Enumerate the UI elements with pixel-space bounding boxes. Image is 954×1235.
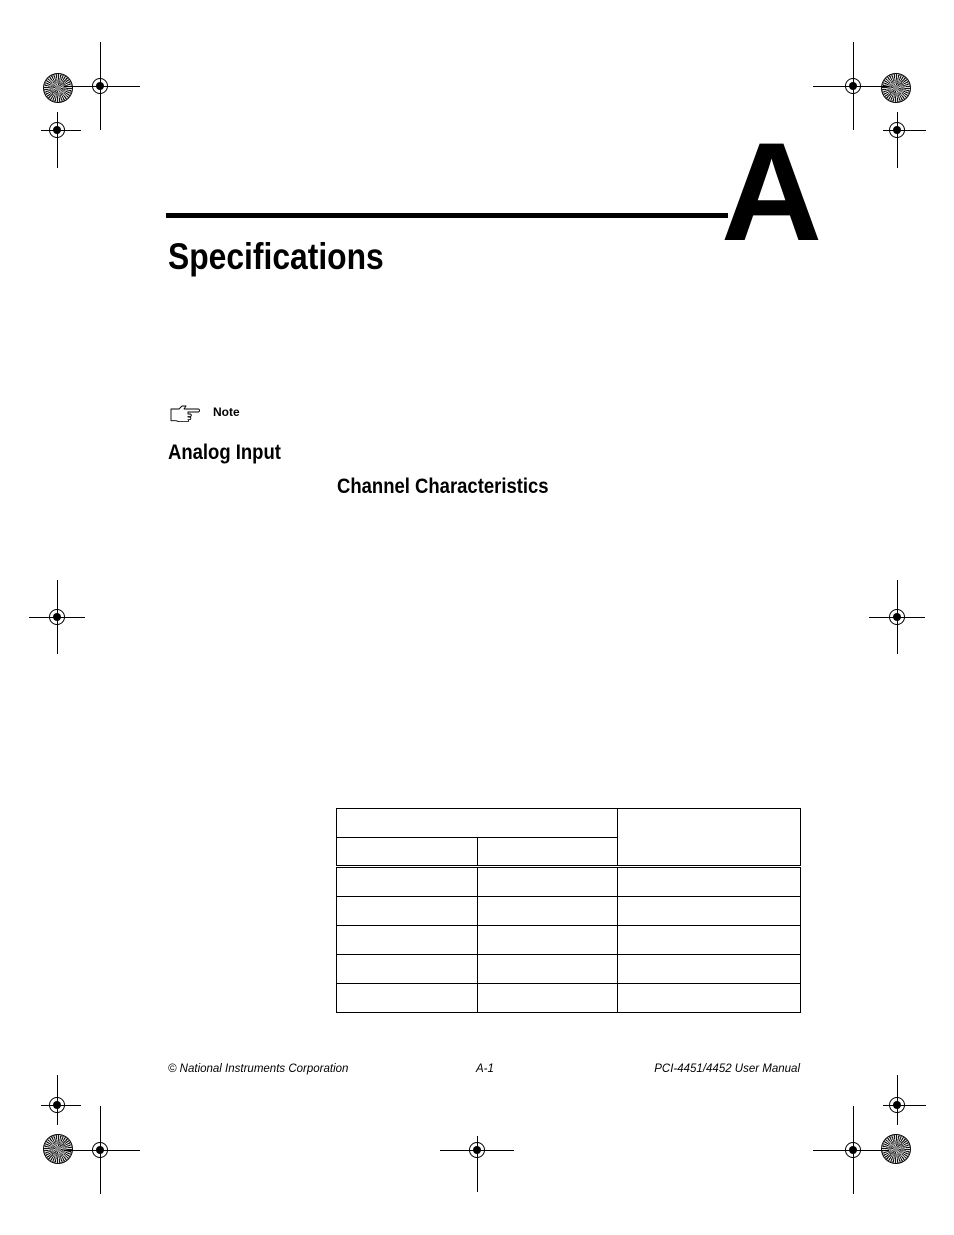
table-cell: [478, 926, 618, 955]
starburst-mark-icon: [44, 74, 72, 102]
table-cell: [478, 897, 618, 926]
table-header-cell: [618, 809, 801, 867]
note-label: Note: [213, 405, 240, 419]
footer-manual-title: PCI-4451/4452 User Manual: [654, 1063, 800, 1075]
table-header-cell: [337, 838, 478, 867]
table-cell: [337, 926, 478, 955]
footer-copyright: © National Instruments Corporation: [168, 1063, 349, 1075]
pointing-hand-icon: [170, 404, 202, 422]
table-row: [337, 867, 801, 897]
chapter-letter: A: [721, 113, 821, 270]
table-cell: [478, 984, 618, 1013]
starburst-mark-icon: [882, 1135, 910, 1163]
table-cell: [618, 867, 801, 897]
table-cell: [618, 926, 801, 955]
table-cell: [478, 955, 618, 984]
table-header-cell: [478, 838, 618, 867]
table-row: [337, 984, 801, 1013]
table-row: [337, 926, 801, 955]
table-row: [337, 955, 801, 984]
table-row: [337, 897, 801, 926]
table-cell: [337, 867, 478, 897]
table-cell: [618, 897, 801, 926]
subsection-heading-channel-characteristics: Channel Characteristics: [337, 475, 549, 498]
chapter-rule: [166, 213, 728, 218]
footer-page-number: A-1: [476, 1063, 494, 1075]
starburst-mark-icon: [882, 74, 910, 102]
table-header-cell: [337, 809, 618, 838]
table-cell: [618, 955, 801, 984]
table-cell: [478, 867, 618, 897]
specifications-table: [336, 808, 801, 1013]
chapter-title: Specifications: [168, 236, 384, 277]
table-cell: [337, 984, 478, 1013]
section-heading-analog-input: Analog Input: [168, 441, 281, 464]
starburst-mark-icon: [44, 1135, 72, 1163]
table-cell: [337, 955, 478, 984]
table-header-row: [337, 809, 801, 838]
table-cell: [337, 897, 478, 926]
table-cell: [618, 984, 801, 1013]
